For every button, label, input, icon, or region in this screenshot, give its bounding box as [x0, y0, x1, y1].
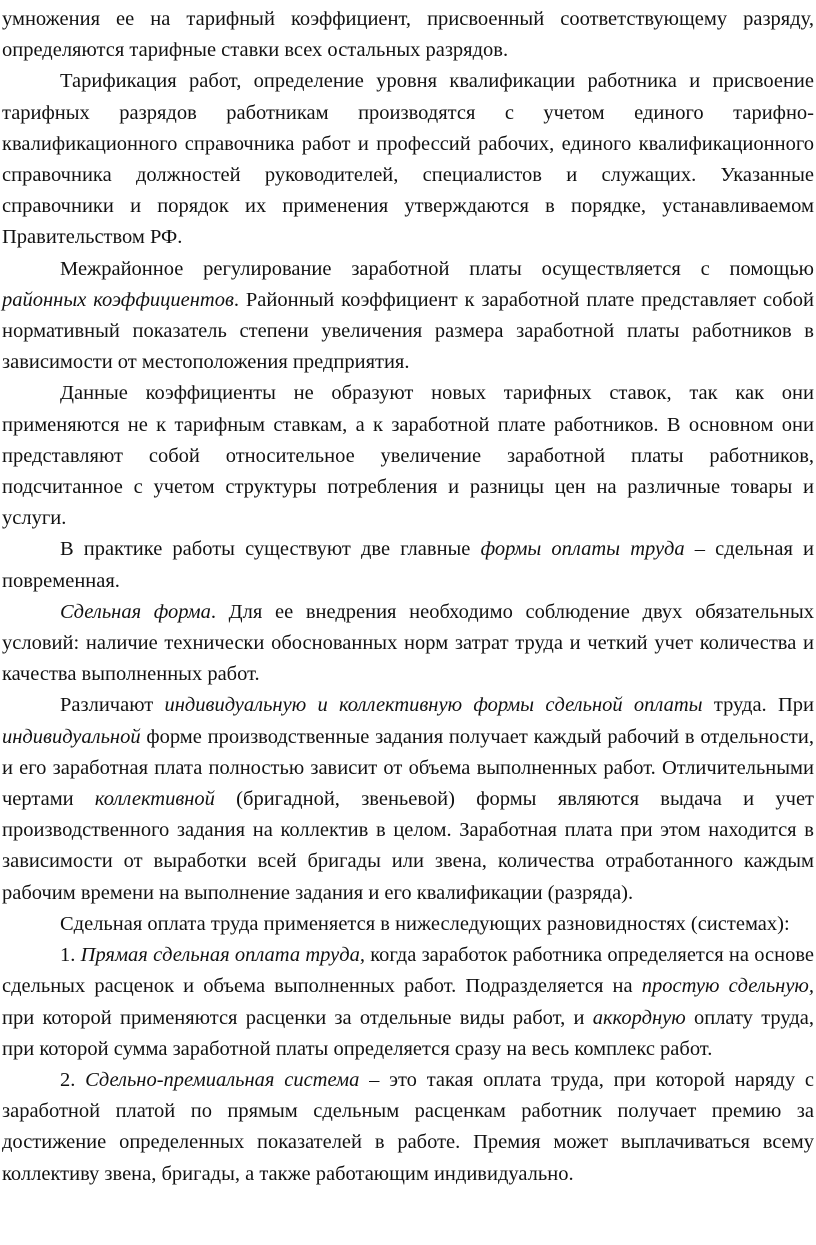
text-run: оплату труда, при которой сумма заработной платы определяется сразу на весь комплекс работ.: [2, 1006, 814, 1060]
paragraph-pay-forms: [2, 534, 814, 596]
term-direct-piece: Прямая сдельная оплата труда,: [80, 944, 365, 967]
text-run: . Районный коэффициент к заработной плате представляет собой нормативный показатель степени увеличения размера заработной платы работников в зависимости от местоположения предприятия.: [2, 288, 814, 374]
paragraph-coefficients: Данные коэффициенты не образуют новых тарифных ставок, так как они применяются не к тарифным ставкам, а к заработной плате работников. В основном они представляют собой относительное увеличение заработной платы работников, подсчитанное с учетом структуры потребления и разницы цен на различные товары и услуги.: [2, 382, 814, 530]
paragraph-regional-regulation: [2, 254, 814, 379]
term-pay-forms: формы оплаты труда: [480, 538, 685, 561]
list-item-piece-bonus: [2, 1065, 814, 1190]
text-run: (бригадной, звеньевой) формы являются выдача и учет производственного задания на коллектив в целом. Заработная плата при этом находится в зависимости от выработки всей бригады или звена, количества отработанного каждым рабочим времени на выполнение задания и его квалификации (разряда).: [2, 788, 814, 904]
list-number: 2.: [60, 1068, 86, 1091]
paragraph-piece-form: [2, 597, 814, 691]
term-simple-piece: простую сдельную,: [641, 975, 814, 998]
text-run: когда заработок работника определяется на основе сдельных расценок и объема выполненных работ. Подразделяется на: [2, 944, 815, 998]
term-collective: коллективной: [94, 788, 215, 811]
text-run: труда. При: [702, 694, 814, 717]
text-run: В практике работы существуют две главные: [60, 538, 481, 561]
paragraph-piece-systems: Сдельная оплата труда применяется в нижеследующих разновидностях (системах):: [60, 912, 790, 935]
term-piece-bonus: Сдельно-премиальная система: [85, 1068, 360, 1091]
paragraph-continuation: умножения ее на тарифный коэффициент, присвоенный соответствующему разряду, определяются тарифные ставки всех остальных разрядов.: [2, 8, 814, 62]
term-individual-collective-forms: индивидуальную и коллективную формы сдельной оплаты: [164, 694, 703, 717]
text-run: . Для ее внедрения необходимо соблюдение двух обязательных условий: наличие технически обоснованных норм затрат труда и четкий учет количества и качества выполненных работ.: [2, 600, 814, 686]
term-piece-form: Сдельная форма: [60, 600, 211, 623]
term-individual: индивидуальной: [2, 725, 141, 748]
text-run: при которой применяются расценки за отдельные виды работ, и: [2, 1006, 593, 1029]
text-run: форме производственные задания получает каждый рабочий в отдельности, и его заработная плата полностью зависит от объема выполненных работ. Отличительными чертами: [2, 725, 814, 811]
paragraph-individual-collective: [2, 690, 814, 908]
list-item-direct-piece: [2, 940, 814, 1065]
text-run: Межрайонное регулирование заработной платы осуществляется с помощью: [60, 257, 814, 280]
term-regional-coefficients: районных коэффициентов: [2, 288, 234, 311]
text-run: – сдельная и повременная.: [2, 538, 814, 592]
text-run: Различают: [60, 694, 165, 717]
paragraph-tariffication: Тарификация работ, определение уровня квалификации работника и присвоение тарифных разрядов работникам производятся с учетом единого тарифно-квалификационного справочника работ и профессий рабочих, единого квалификационного справочника должностей руководителей, специалистов и служащих. Указанные справочники и порядок их применения утверждаются в порядке, устанавливаемом Правительством РФ.: [2, 70, 814, 249]
list-number: 1.: [60, 944, 81, 967]
text-run: – это такая оплата труда, при которой наряду с заработной платой по прямым сдельным расценкам работник получает премию за достижение определенных показателей в работе. Премия может выплачиваться всему коллективу звена, бригады, а также работающим индивидуально.: [2, 1068, 814, 1185]
term-lump-sum: аккордную: [592, 1006, 686, 1029]
